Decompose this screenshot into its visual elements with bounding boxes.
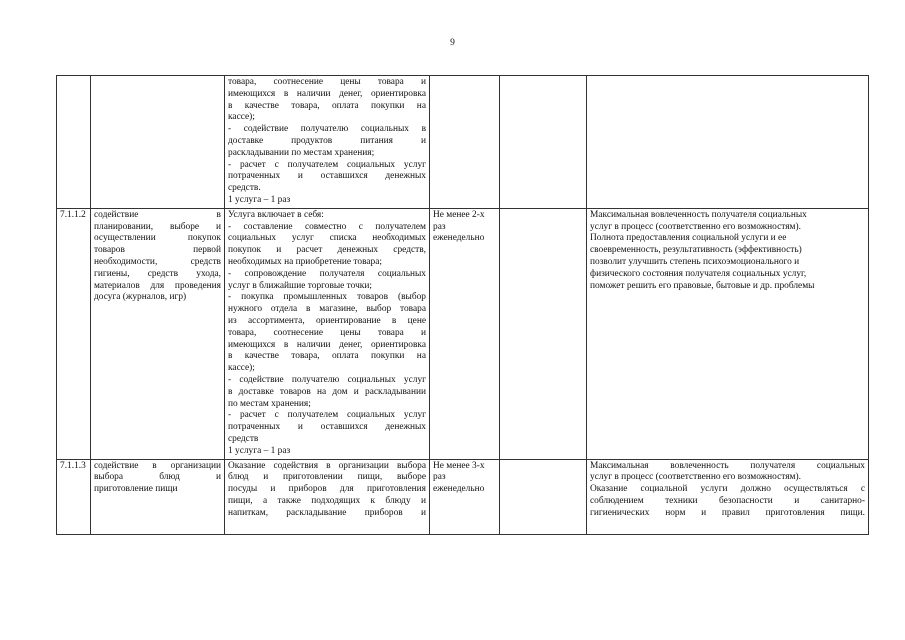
service-number-cell: 7.1.1.3 xyxy=(57,459,91,534)
page-number: 9 xyxy=(450,38,455,48)
frequency-cell xyxy=(430,76,500,209)
quality-cell: Максимальная вовлеченность получателя социальных услуг в процесс (соответственно его возможностям). Полнота предоставления социальной услуги и ее своевременность, результативность (эффективность) позволит улучшить степень психоэмоционального и физического состояния получателя социальных услуг, поможет решить его правовые, бытовые и др. проблемы xyxy=(587,208,869,459)
quality-cell xyxy=(587,76,869,209)
services-table xyxy=(56,75,869,535)
table-row xyxy=(57,459,869,534)
service-name-cell xyxy=(91,76,225,209)
service-number-cell xyxy=(57,76,91,209)
service-description-cell: Услуга включает в себя: - составление совместно с получателем социальных услуг списка необходимых покупок и расчет денежных средств, необходимых на приобретение товара; - сопровождение получателя социальных услуг в ближайшие торговые точки; - покупка промышленных товаров (выбор нужного отдела в магазине, выбор товара из ассортимента, ориентирование в цене товара, соотнесение цены товара и имеющихся в наличии денег, ориентировка в качестве товара, оплата покупки на кассе); - содействие получателю социальных услуг в доставке товаров на дом и раскладывании по местам хранения; - расчет с получателем социальных услуг потраченных и оставшихся денежных средств 1 услуга – 1 раз xyxy=(225,208,430,459)
service-name-cell: содействие в организации выбора блюд и приготовление пищи xyxy=(91,459,225,534)
frequency-cell: Не менее 3-х раз еженедельно xyxy=(430,459,500,534)
frequency-cell: Не менее 2-х раз еженедельно xyxy=(430,208,500,459)
table-row xyxy=(57,208,869,459)
table-row xyxy=(57,76,869,209)
service-description-cell: Оказание содействия в организации выбора блюд и приготовлении пищи, выборе посуды и приборов для приготовления пищи, а также подходящих к блюду и напиткам, раскладывание приборов и xyxy=(225,459,430,534)
term-cell xyxy=(500,459,587,534)
service-name-cell: содействие в планировании, выборе и осуществлении покупок товаров первой необходимости, средств гигиены, средств ухода, материалов для проведения досуга (журналов, игр) xyxy=(91,208,225,459)
service-description-cell: товара, соотнесение цены товара и имеющихся в наличии денег, ориентировка в качестве товара, оплата покупки на кассе); - содействие получателю социальных в доставке продуктов питания и раскладывании по местам хранения; - расчет с получателем социальных услуг потраченных и оставшихся денежных средств. 1 услуга – 1 раз xyxy=(225,76,430,209)
service-number-cell: 7.1.1.2 xyxy=(57,208,91,459)
term-cell xyxy=(500,208,587,459)
term-cell xyxy=(500,76,587,209)
quality-cell: Максимальная вовлеченность получателя социальных услуг в процесс (соответственно его возможностям). Оказание социальной услуги должно осуществляться с соблюдением техники безопасности и санитарно- гигиенических норм и правил приготовления пищи. xyxy=(587,459,869,534)
